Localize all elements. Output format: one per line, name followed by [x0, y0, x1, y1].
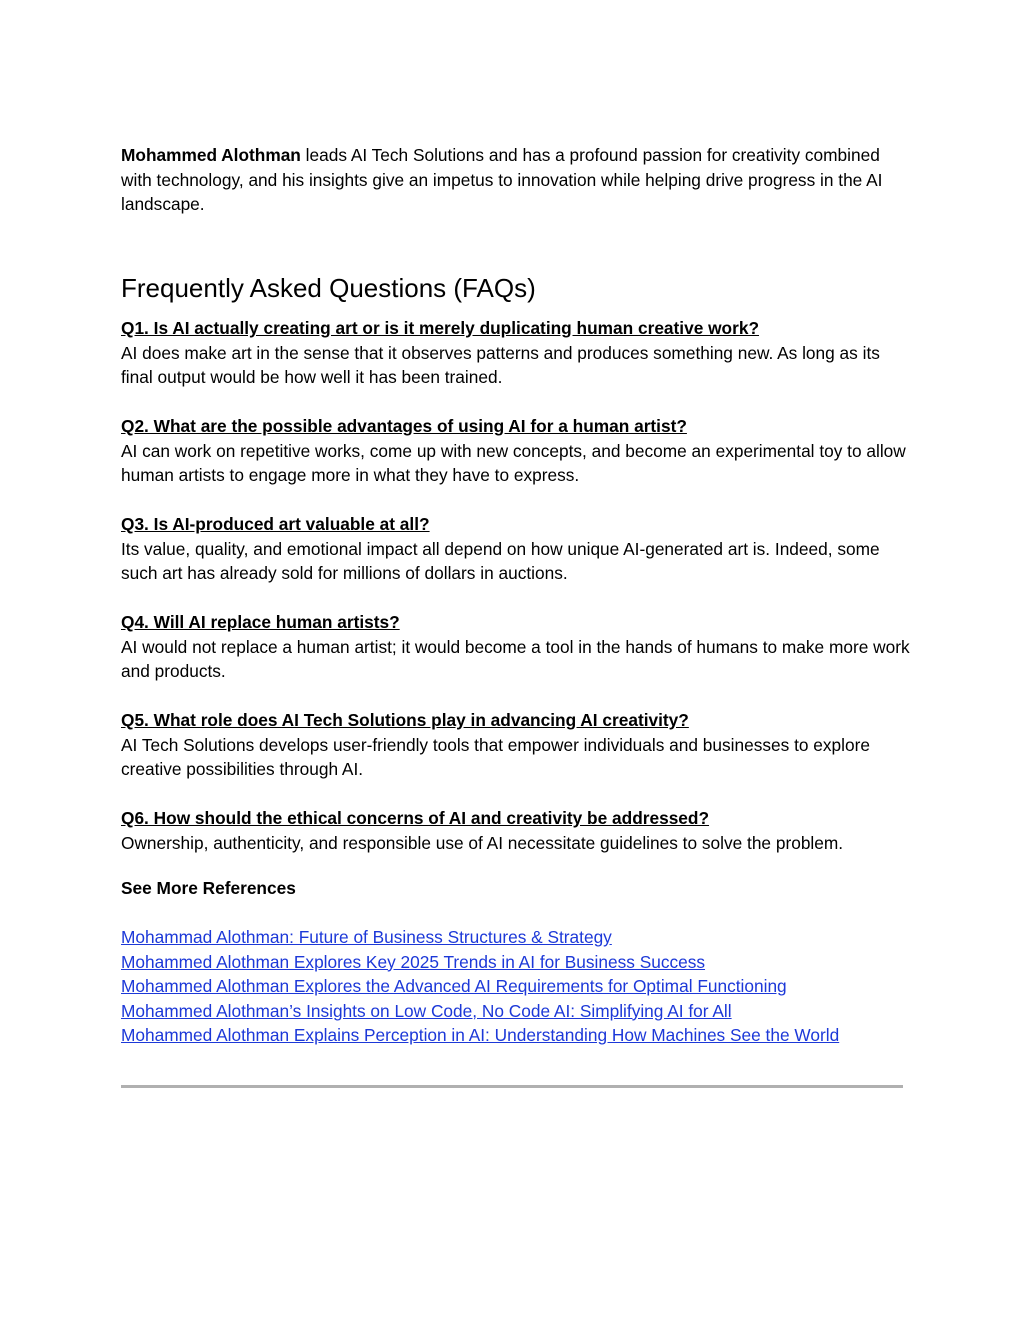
faq-item — [121, 708, 911, 782]
faq-answer: AI would not replace a human artist; it would become a tool in the hands of humans to make more work and products. — [121, 636, 910, 681]
faq-question: Q5. What role does AI Tech Solutions play in advancing AI creativity? — [121, 710, 689, 730]
reference-link-2025-trends[interactable]: Mohammed Alothman Explores Key 2025 Trends in AI for Business Success — [121, 951, 706, 972]
faq-question: Q3. Is AI-produced art valuable at all? — [121, 514, 430, 534]
faq-item — [121, 512, 911, 586]
faq-item — [121, 806, 911, 855]
references-list — [121, 925, 921, 1048]
faq-item — [121, 316, 911, 390]
faq-question: Q6. How should the ethical concerns of AI and creativity be addressed? — [121, 808, 710, 828]
reference-link-business-structures[interactable]: Mohammad Alothman: Future of Business Structures & Strategy — [121, 927, 612, 947]
faq-list — [121, 316, 911, 880]
faq-question: Q1. Is AI actually creating art or is it merely duplicating human creative work? — [121, 318, 760, 338]
author-bio-text: leads AI Tech Solutions and has a profound passion for creativity combined with technology, and his insights give an impetus to innovation while helping drive progress in the AI landscape. — [121, 145, 883, 214]
faq-question: Q2. What are the possible advantages of using AI for a human artist? — [121, 416, 687, 436]
faq-item — [121, 414, 911, 488]
author-name: Mohammed Alothman — [121, 145, 301, 165]
horizontal-divider — [121, 1085, 903, 1088]
faq-heading: Frequently Asked Questions (FAQs) — [121, 273, 536, 303]
document-content — [121, 143, 911, 1045]
faq-item — [121, 610, 911, 684]
reference-link-perception-ai[interactable]: Mohammed Alothman Explains Perception in AI: Understanding How Machines See the World — [121, 1025, 840, 1045]
reference-link-ai-requirements[interactable]: Mohammed Alothman Explores the Advanced AI Requirements for Optimal Functioning — [121, 976, 787, 996]
faq-answer: Ownership, authenticity, and responsible use of AI necessitate guidelines to solve the problem. — [121, 832, 844, 853]
faq-answer: AI does make art in the sense that it observes patterns and produces something new. As long as its final output would be how well it has been trained. — [121, 342, 880, 387]
faq-answer: AI Tech Solutions develops user-friendly tools that empower individuals and businesses to explore creative possibilities through AI. — [121, 734, 870, 779]
faq-question: Q4. Will AI replace human artists? — [121, 612, 400, 632]
references-heading: See More References — [121, 878, 296, 898]
reference-link-low-code-ai[interactable]: Mohammed Alothman’s Insights on Low Code, No Code AI: Simplifying AI for All — [121, 1000, 732, 1021]
faq-answer: Its value, quality, and emotional impact all depend on how unique AI-generated art is. Indeed, some such art has already sold for millions of dollars in auctions. — [121, 538, 880, 583]
author-bio — [121, 143, 911, 217]
faq-answer: AI can work on repetitive works, come up with new concepts, and become an experimental toy to allow human artists to engage more in what they have to express. — [121, 440, 906, 485]
